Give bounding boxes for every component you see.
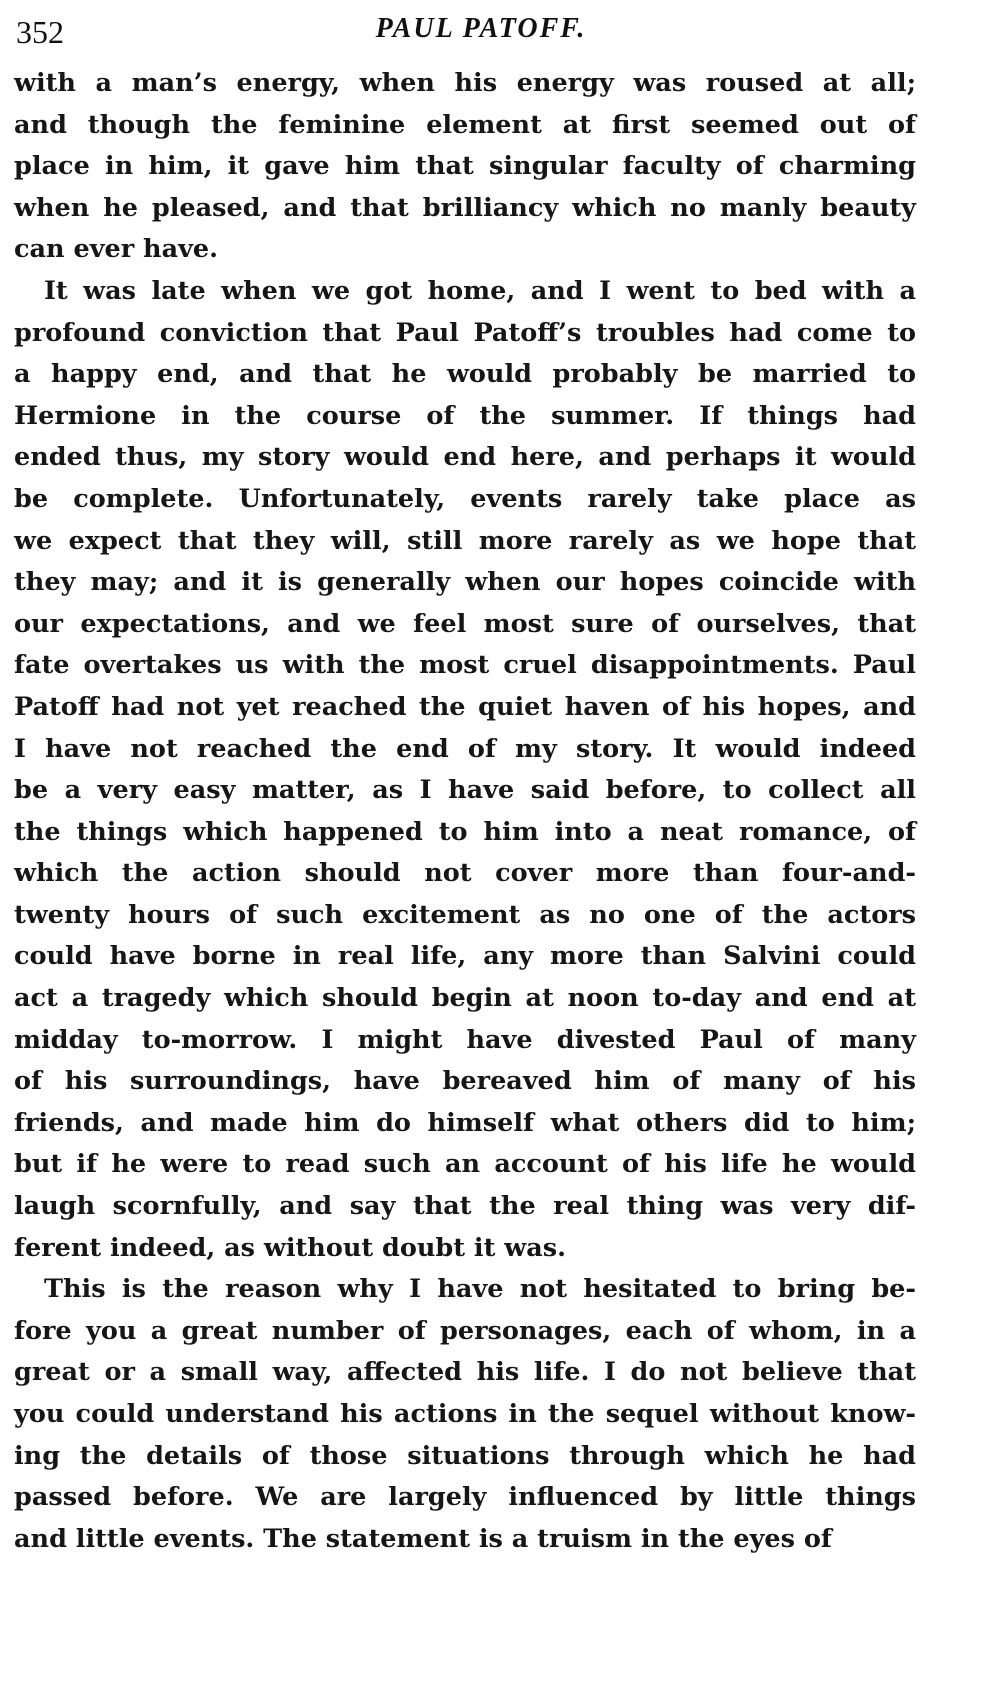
text-line: and though the feminine element at first seemed out of: [14, 109, 916, 140]
text-line: fore you a great number of personages, each of whom, in a: [14, 1315, 916, 1346]
text-line: great or a small way, affected his life. I do not believe that: [14, 1357, 916, 1388]
text-line: Patoff had not yet reached the quiet haven of his hopes, and: [14, 691, 916, 722]
text-line: be a very easy matter, as I have said before, to collect all: [14, 775, 916, 806]
text-line: we expect that they will, still more rarely as we hope that: [14, 525, 916, 556]
text-line: a happy end, and that he would probably be married to: [14, 359, 916, 390]
text-line: when he pleased, and that brilliancy which no manly beauty: [14, 192, 916, 223]
text-line: they may; and it is generally when our hopes coincide with: [14, 567, 916, 598]
text-line: Hermione in the course of the summer. If things had: [14, 400, 916, 431]
text-line: It was late when we got home, and I went to bed with a: [44, 275, 916, 306]
paragraph: [14, 1269, 916, 1560]
body-text: [14, 63, 916, 1560]
book-title: PAUL PATOFF.: [375, 13, 587, 44]
text-line: be complete. Unfortunately, events rarely take place as: [14, 483, 916, 514]
text-line: which the action should not cover more than four-and-: [14, 858, 916, 889]
text-line: I have not reached the end of my story. It would indeed: [14, 733, 916, 764]
text-line: profound conviction that Paul Patoff’s troubles had come to: [14, 317, 916, 348]
text-line: midday to-morrow. I might have divested Paul of many: [14, 1024, 916, 1055]
text-line: ended thus, my story would end here, and perhaps it would: [14, 442, 916, 473]
paragraph: [14, 271, 916, 1269]
text-line: of his surroundings, have bereaved him of many of his: [14, 1066, 916, 1097]
text-line: twenty hours of such excitement as no one of the actors: [14, 899, 916, 930]
text-line: could have borne in real life, any more than Salvini could: [14, 941, 916, 972]
text-line: and little events. The statement is a truism in the eyes of: [14, 1523, 832, 1554]
text-line: place in him, it gave him that singular faculty of charming: [14, 151, 916, 182]
text-line: This is the reason why I have not hesitated to bring be-: [44, 1274, 916, 1305]
page-number: 352: [16, 14, 64, 50]
text-line: you could understand his actions in the sequel without know-: [14, 1399, 916, 1429]
text-line: our expectations, and we feel most sure of ourselves, that: [14, 608, 916, 639]
text-line: act a tragedy which should begin at noon to-day and end at: [14, 983, 916, 1014]
text-line: the things which happened to him into a neat romance, of: [14, 816, 916, 847]
text-line: with a man’s energy, when his energy was roused at all;: [14, 68, 916, 98]
text-line: passed before. We are largely influenced by little things: [14, 1482, 916, 1513]
paragraph: [14, 63, 916, 271]
text-line: friends, and made him do himself what others did to him;: [14, 1107, 916, 1138]
text-line: but if he were to read such an account of his life he would: [14, 1149, 916, 1180]
text-line: laugh scornfully, and say that the real thing was very dif-: [14, 1191, 916, 1222]
text-line: fate overtakes us with the most cruel disappointments. Paul: [14, 650, 916, 681]
text-line: can ever have.: [14, 234, 219, 265]
running-head: [16, 8, 946, 52]
text-line: ing the details of those situations through which he had: [14, 1440, 916, 1471]
text-line: ferent indeed, as without doubt it was.: [14, 1232, 566, 1263]
